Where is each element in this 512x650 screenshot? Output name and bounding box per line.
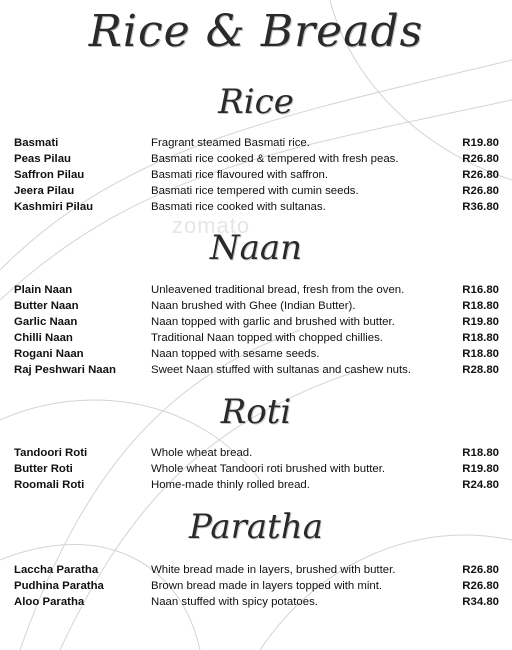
menu-item xyxy=(0,199,512,215)
item-description: Naan brushed with Ghee (Indian Butter). xyxy=(151,300,356,312)
menu-item xyxy=(0,461,512,477)
menu-item xyxy=(0,135,512,151)
section-title-roti: Roti xyxy=(220,392,292,432)
item-price: R36.80 xyxy=(462,201,499,213)
item-price: R19.80 xyxy=(462,316,499,328)
item-price: R26.80 xyxy=(462,580,499,592)
item-description: Sweet Naan stuffed with sultanas and cashew nuts. xyxy=(151,364,412,376)
section-title-paratha: Paratha xyxy=(189,507,323,547)
item-price: R26.80 xyxy=(462,169,499,181)
item-price: R18.80 xyxy=(462,447,499,459)
menu-item xyxy=(0,362,512,378)
item-price: R28.80 xyxy=(462,364,499,376)
menu-item xyxy=(0,445,512,461)
item-description: Naan topped with garlic and brushed with butter. xyxy=(151,316,395,328)
menu-item xyxy=(0,562,512,578)
item-name: Plain Naan xyxy=(14,284,73,296)
item-price: R34.80 xyxy=(462,596,499,608)
page-title: Rice & Breads xyxy=(88,6,424,57)
item-price: R18.80 xyxy=(462,300,499,312)
item-description: Traditional Naan topped with chopped chillies. xyxy=(151,332,383,344)
watermark: zomato xyxy=(172,213,251,238)
menu-item xyxy=(0,151,512,167)
item-price: R19.80 xyxy=(462,463,499,475)
menu-item xyxy=(0,183,512,199)
item-name: Kashmiri Pilau xyxy=(14,201,94,213)
item-name: Butter Naan xyxy=(14,300,79,312)
section-title-naan: Naan xyxy=(209,228,303,268)
item-name: Laccha Paratha xyxy=(14,564,99,576)
item-name: Basmati xyxy=(14,137,59,149)
menu-item xyxy=(0,346,512,362)
item-description: Fragrant steamed Basmati rice. xyxy=(151,137,310,149)
item-description: Unleavened traditional bread, fresh from the oven. xyxy=(151,284,405,296)
item-name: Rogani Naan xyxy=(14,348,84,360)
item-name: Butter Roti xyxy=(14,463,73,475)
item-price: R19.80 xyxy=(462,137,499,149)
menu-item xyxy=(0,314,512,330)
menu-item xyxy=(0,477,512,493)
item-price: R18.80 xyxy=(462,348,499,360)
item-price: R18.80 xyxy=(462,332,499,344)
item-price: R24.80 xyxy=(462,479,499,491)
section-title-rice: Rice xyxy=(218,82,294,122)
item-price: R26.80 xyxy=(462,153,499,165)
item-name: Jeera Pilau xyxy=(14,185,75,197)
item-description: Whole wheat bread. xyxy=(151,447,253,459)
item-description: Brown bread made in layers topped with mint. xyxy=(151,580,383,592)
menu-item xyxy=(0,167,512,183)
menu-item xyxy=(0,298,512,314)
item-description: Basmati rice tempered with cumin seeds. xyxy=(151,185,359,197)
item-description: Basmati rice cooked with sultanas. xyxy=(151,201,326,213)
menu-item xyxy=(0,578,512,594)
item-description: Home-made thinly rolled bread. xyxy=(151,479,310,491)
menu-item xyxy=(0,282,512,298)
item-name: Roomali Roti xyxy=(14,479,85,491)
item-price: R26.80 xyxy=(462,564,499,576)
item-price: R16.80 xyxy=(462,284,499,296)
item-description: Naan topped with sesame seeds. xyxy=(151,348,320,360)
item-description: White bread made in layers, brushed with butter. xyxy=(151,564,396,576)
item-description: Basmati rice cooked & tempered with fresh peas. xyxy=(151,153,399,165)
menu-item xyxy=(0,594,512,610)
item-name: Chilli Naan xyxy=(14,332,73,344)
item-name: Tandoori Roti xyxy=(14,447,88,459)
item-name: Aloo Paratha xyxy=(14,596,85,608)
item-description: Basmati rice flavoured with saffron. xyxy=(151,169,329,181)
menu-item xyxy=(0,330,512,346)
item-name: Peas Pilau xyxy=(14,153,71,165)
item-description: Naan stuffed with spicy potatoes. xyxy=(151,596,318,608)
item-name: Garlic Naan xyxy=(14,316,78,328)
item-name: Raj Peshwari Naan xyxy=(14,364,116,376)
item-name: Saffron Pilau xyxy=(14,169,85,181)
item-name: Pudhina Paratha xyxy=(14,580,104,592)
item-price: R26.80 xyxy=(462,185,499,197)
item-description: Whole wheat Tandoori roti brushed with butter. xyxy=(151,463,386,475)
